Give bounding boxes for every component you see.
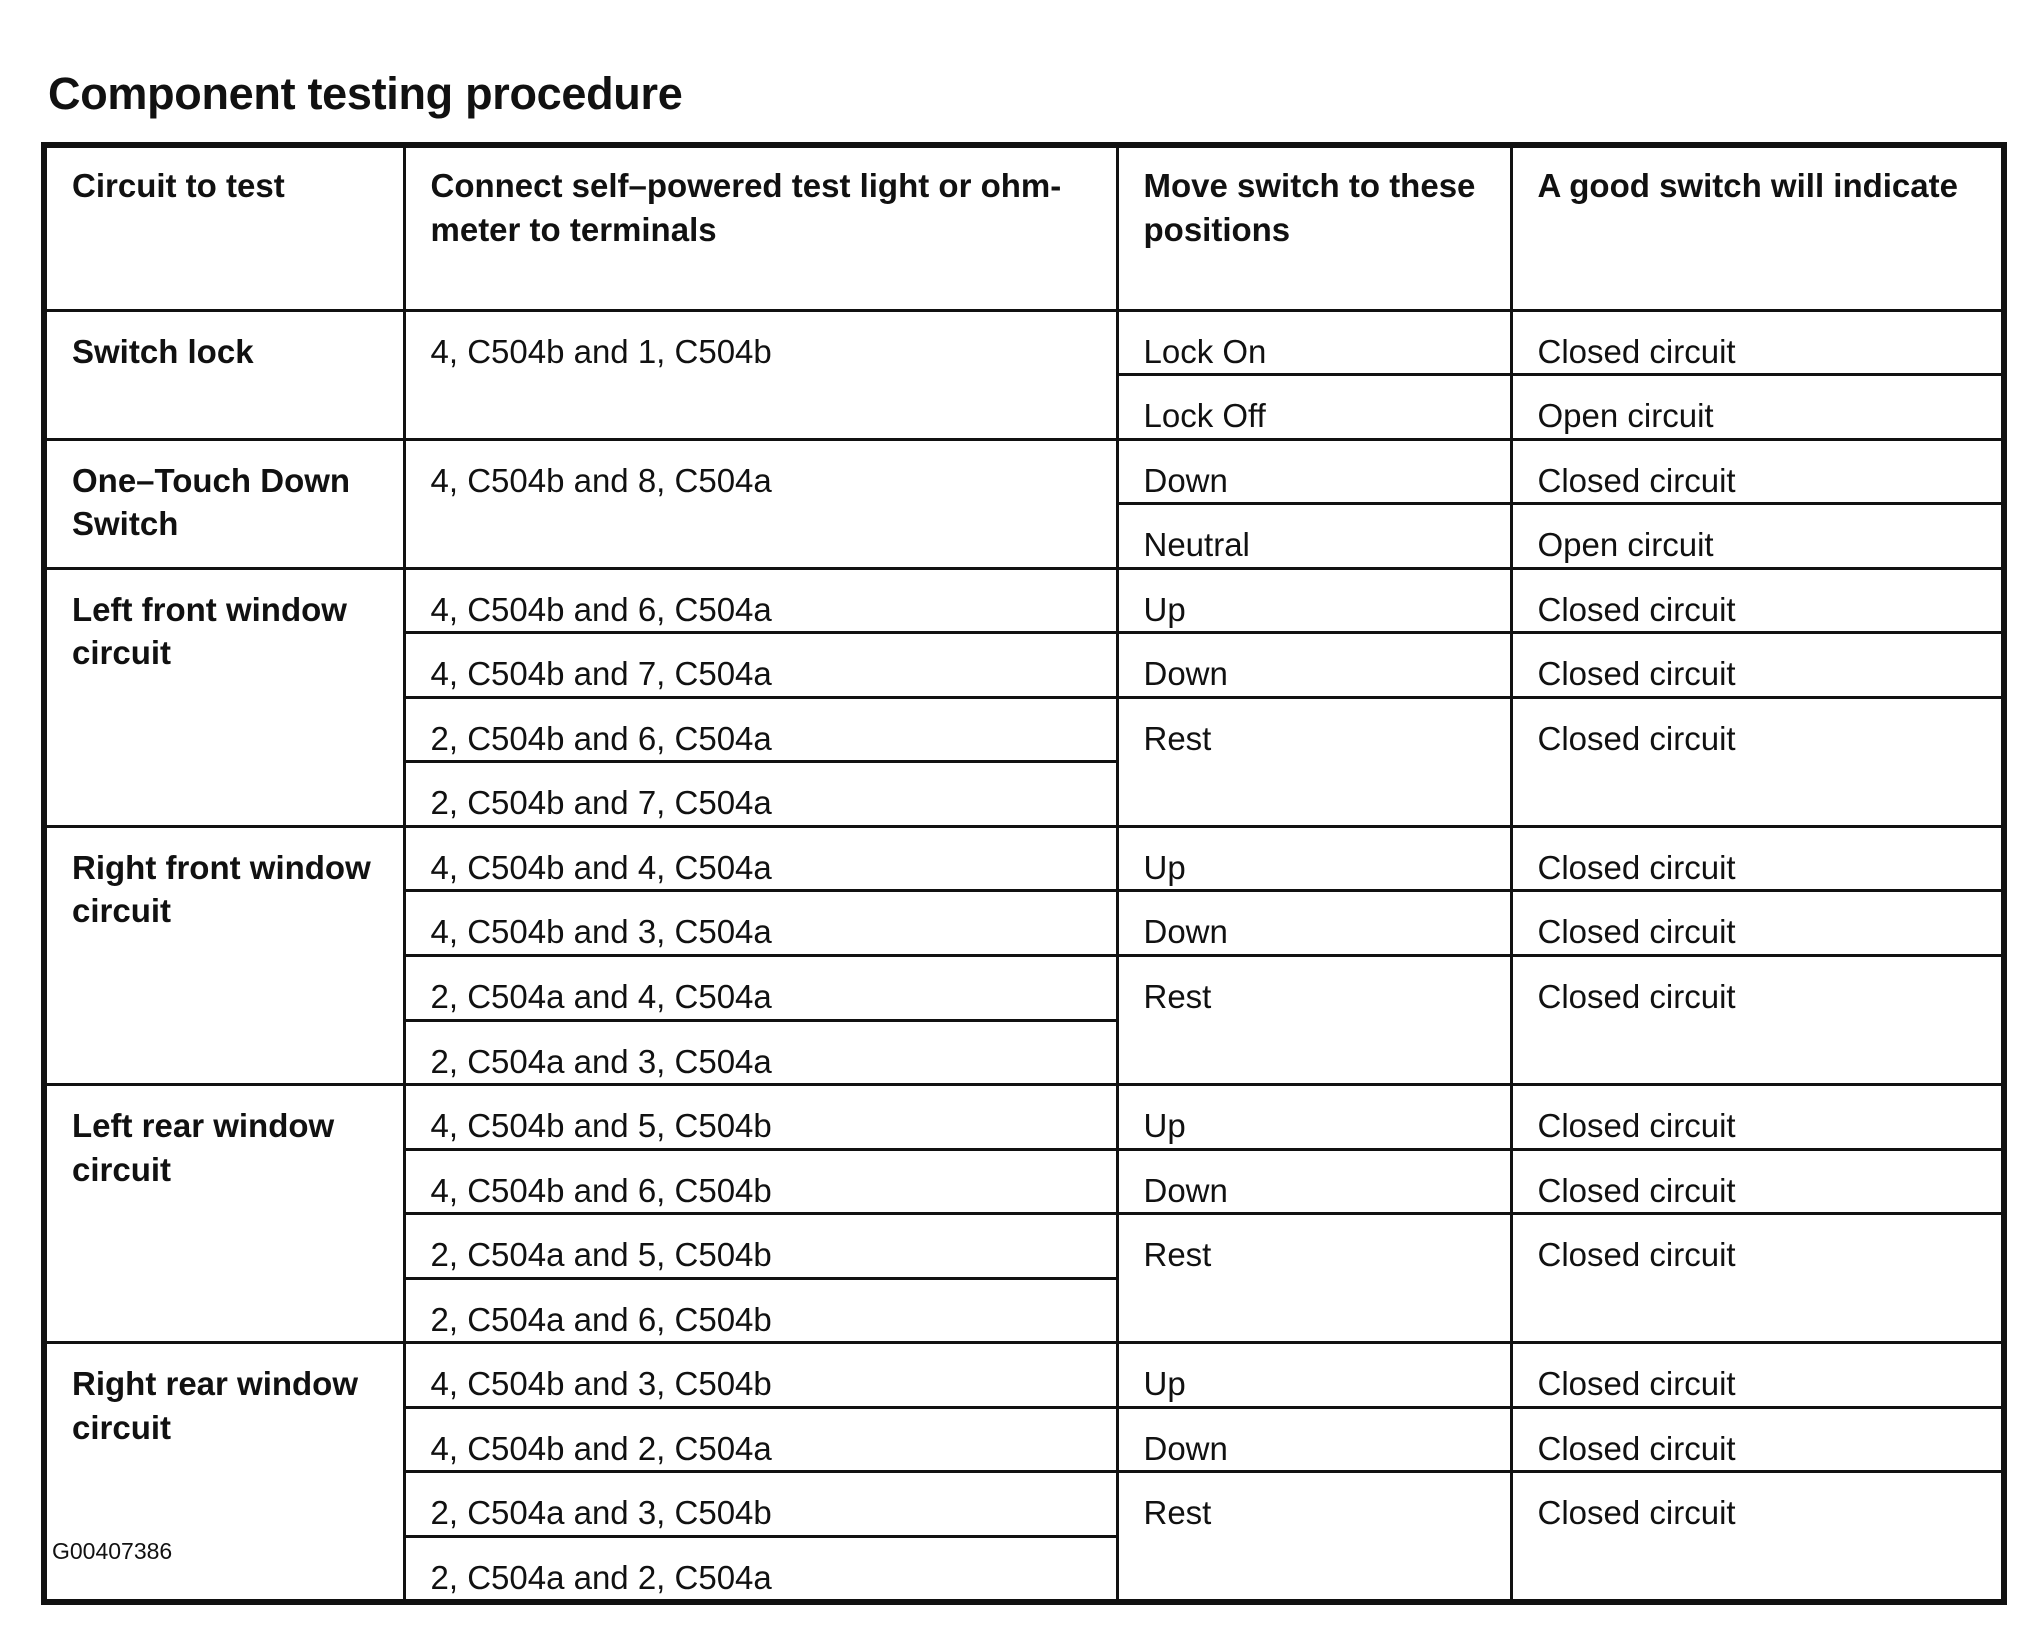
indicate-cell: Open circuit bbox=[1511, 375, 2004, 440]
indicate-cell: Closed circuit bbox=[1511, 1343, 2004, 1408]
position-cell: Down bbox=[1117, 1149, 1511, 1214]
circuit-cell: Right front window circuit bbox=[44, 826, 404, 1084]
indicate-cell: Closed circuit bbox=[1511, 633, 2004, 698]
indicate-cell: Closed circuit bbox=[1511, 1085, 2004, 1150]
position-cell: Rest bbox=[1117, 1472, 1511, 1603]
header-positions: Move switch to these positions bbox=[1117, 145, 1511, 310]
component-testing-table bbox=[41, 142, 2007, 1605]
indicate-cell: Closed circuit bbox=[1511, 891, 2004, 956]
indicate-cell: Closed circuit bbox=[1511, 697, 2004, 826]
header-circuit: Circuit to test bbox=[44, 145, 404, 310]
page-title: Component testing procedure bbox=[48, 68, 683, 119]
position-cell: Rest bbox=[1117, 1214, 1511, 1343]
position-cell: Down bbox=[1117, 891, 1511, 956]
table-row bbox=[44, 310, 2004, 375]
table-row bbox=[44, 1085, 2004, 1150]
position-cell: Up bbox=[1117, 826, 1511, 891]
indicate-cell: Closed circuit bbox=[1511, 826, 2004, 891]
position-cell: Neutral bbox=[1117, 504, 1511, 569]
indicate-cell: Closed circuit bbox=[1511, 1472, 2004, 1603]
terminal-cell: 2, C504b and 6, C504a bbox=[404, 697, 1117, 762]
header-indicate: A good switch will indicate bbox=[1511, 145, 2004, 310]
table-row bbox=[44, 826, 2004, 891]
terminal-cell: 4, C504b and 3, C504b bbox=[404, 1343, 1117, 1408]
terminal-cell: 2, C504a and 2, C504a bbox=[404, 1536, 1117, 1602]
terminal-cell: 4, C504b and 8, C504a bbox=[404, 439, 1117, 568]
indicate-cell: Closed circuit bbox=[1511, 439, 2004, 504]
figure-code: G00407386 bbox=[52, 1538, 173, 1564]
position-cell: Lock Off bbox=[1117, 375, 1511, 440]
terminal-cell: 2, C504a and 3, C504b bbox=[404, 1472, 1117, 1537]
circuit-cell: One–Touch Down Switch bbox=[44, 439, 404, 568]
terminal-cell: 2, C504a and 6, C504b bbox=[404, 1278, 1117, 1343]
indicate-cell: Closed circuit bbox=[1511, 1214, 2004, 1343]
indicate-cell: Closed circuit bbox=[1511, 955, 2004, 1084]
circuit-cell: Left front window circuit bbox=[44, 568, 404, 826]
position-cell: Up bbox=[1117, 1085, 1511, 1150]
terminal-cell: 4, C504b and 4, C504a bbox=[404, 826, 1117, 891]
header-terminals: Connect self–powered test light or ohm-meter to terminals bbox=[404, 145, 1117, 310]
circuit-cell: Switch lock bbox=[44, 310, 404, 439]
circuit-cell: Left rear window circuit bbox=[44, 1085, 404, 1343]
table-row bbox=[44, 1343, 2004, 1408]
terminal-cell: 4, C504b and 2, C504a bbox=[404, 1407, 1117, 1472]
position-cell: Down bbox=[1117, 633, 1511, 698]
terminal-cell: 4, C504b and 5, C504b bbox=[404, 1085, 1117, 1150]
terminal-cell: 4, C504b and 6, C504a bbox=[404, 568, 1117, 633]
position-cell: Down bbox=[1117, 439, 1511, 504]
terminal-cell: 4, C504b and 3, C504a bbox=[404, 891, 1117, 956]
table-header-row bbox=[44, 145, 2004, 310]
position-cell: Rest bbox=[1117, 697, 1511, 826]
indicate-cell: Closed circuit bbox=[1511, 1149, 2004, 1214]
terminal-cell: 4, C504b and 6, C504b bbox=[404, 1149, 1117, 1214]
terminal-cell: 4, C504b and 7, C504a bbox=[404, 633, 1117, 698]
table-row bbox=[44, 568, 2004, 633]
circuit-cell: Right rear window circuit bbox=[44, 1343, 404, 1603]
terminal-cell: 2, C504b and 7, C504a bbox=[404, 762, 1117, 827]
position-cell: Down bbox=[1117, 1407, 1511, 1472]
terminal-cell: 2, C504a and 5, C504b bbox=[404, 1214, 1117, 1279]
terminal-cell: 4, C504b and 1, C504b bbox=[404, 310, 1117, 439]
terminal-cell: 2, C504a and 4, C504a bbox=[404, 955, 1117, 1020]
terminal-cell: 2, C504a and 3, C504a bbox=[404, 1020, 1117, 1085]
indicate-cell: Open circuit bbox=[1511, 504, 2004, 569]
indicate-cell: Closed circuit bbox=[1511, 568, 2004, 633]
position-cell: Up bbox=[1117, 568, 1511, 633]
position-cell: Up bbox=[1117, 1343, 1511, 1408]
position-cell: Rest bbox=[1117, 955, 1511, 1084]
table-row bbox=[44, 439, 2004, 504]
indicate-cell: Closed circuit bbox=[1511, 310, 2004, 375]
indicate-cell: Closed circuit bbox=[1511, 1407, 2004, 1472]
position-cell: Lock On bbox=[1117, 310, 1511, 375]
